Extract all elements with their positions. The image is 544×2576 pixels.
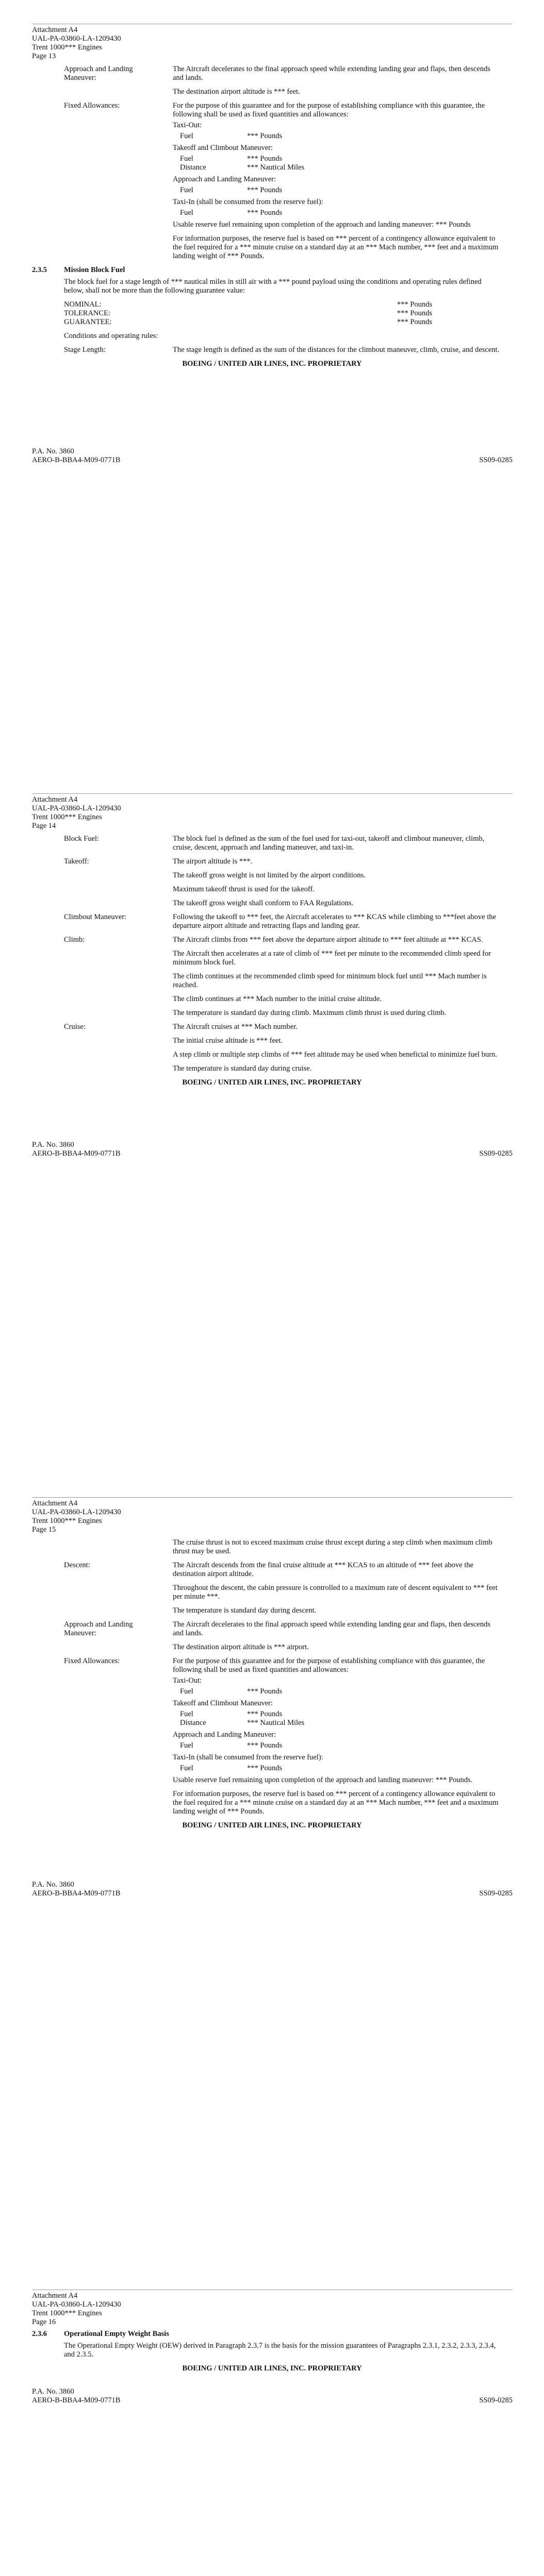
fuel-value: *** Pounds <box>247 155 283 163</box>
fuel-value: *** Pounds <box>247 1687 283 1696</box>
engines-label: Trent 1000*** Engines <box>32 1517 102 1525</box>
engines-label: Trent 1000*** Engines <box>32 43 102 52</box>
page-header <box>32 26 341 61</box>
approach-label: Approach and Landing Maneuver: <box>64 65 133 82</box>
reference-number: UAL-PA-03860-LA-1209430 <box>32 1508 121 1516</box>
section-title: Operational Empty Weight Basis <box>64 2330 169 2338</box>
reserve-info-text: For information purposes, the reserve fuel is based on *** percent of a contingency allowance equivalent to the fuel required for a *** minute cruise on a standard day at an *** Mach number, *** feet and a maximum landing weight of *** Pounds. <box>173 234 499 260</box>
descent-text-3: The temperature is standard day during descent. <box>173 1606 317 1615</box>
fuel-label: Fuel <box>180 1687 193 1696</box>
takeoff-label: Takeoff: <box>64 857 89 866</box>
cruise-label: Cruise: <box>64 1023 86 1031</box>
reference-number: UAL-PA-03860-LA-1209430 <box>32 35 121 43</box>
page-footer <box>32 1141 513 1158</box>
block-fuel-row <box>0 835 544 852</box>
climb-text-1: The Aircraft climbs from *** feet above the departure airport altitude to *** feet altitude at *** KCAS. <box>173 936 483 944</box>
page-header <box>32 2292 341 2327</box>
guarantee-table <box>64 300 544 327</box>
pa-number: P.A. No. 3860 <box>32 2387 74 2396</box>
proprietary-notice: BOEING / UNITED AIR LINES, INC. PROPRIETARY <box>182 360 362 368</box>
doc-id: AERO-B-BBA4-M09-0771B <box>32 1889 121 1897</box>
page-body <box>0 65 544 375</box>
nominal-value: *** Pounds <box>397 300 433 309</box>
block-fuel-text: The block fuel is defined as the sum of the fuel used for taxi-out, takeoff and climbout maneuver, climb, cruise, descent, approach and landing maneuver, and taxi-in. <box>173 835 485 852</box>
page-footer <box>32 447 513 465</box>
approach-text-1: The Aircraft decelerates to the final approach speed while extending landing gear and flaps, then descends and lands. <box>173 1620 491 1637</box>
fuel-label: Fuel <box>180 186 193 194</box>
guarantee-label: GUARANTEE: <box>64 318 112 326</box>
usable-reserve-text: Usable reserve fuel remaining upon completion of the approach and landing maneuver: *** Pounds. <box>173 1776 473 1784</box>
stage-length-row <box>0 346 544 354</box>
distance-value: *** Nautical Miles <box>247 163 305 172</box>
attachment-label: Attachment A4 <box>32 1499 78 1507</box>
climb-text-2: The Aircraft then accelerates at a rate of climb of *** feet per minute to the recommended climb speed for minimum block fuel. <box>173 950 491 967</box>
cruise-text-3: A step climb or multiple step climbs of *** feet altitude may be used when beneficial to minimize fuel burn. <box>173 1050 497 1059</box>
proprietary-notice: BOEING / UNITED AIR LINES, INC. PROPRIETARY <box>182 1078 362 1087</box>
stage-length-text: The stage length is defined as the sum of the distances for the climbout maneuver, climb, cruise, and descent. <box>173 346 500 354</box>
approach-text-2: The destination airport altitude is *** airport. <box>173 1643 309 1651</box>
cruise-row <box>0 1023 544 1073</box>
takeoff-row <box>0 857 544 908</box>
climb-label: Climb: <box>64 936 85 944</box>
fixed-intro: For the purpose of this guarantee and for the purpose of establishing compliance with this guarantee, the following shall be used as fixed quantities and allowances: <box>173 101 485 118</box>
approach-landing-title: Approach and Landing Maneuver: <box>173 175 276 183</box>
cruise-text-1: The Aircraft cruises at *** Mach number. <box>173 1023 298 1031</box>
cruise-continued-text: The cruise thrust is not to exceed maximum cruise thrust except during a step climb when maximum climb thrust may be used. <box>173 1538 492 1555</box>
proprietary-notice: BOEING / UNITED AIR LINES, INC. PROPRIETARY <box>182 1821 362 1829</box>
attachment-label: Attachment A4 <box>32 795 78 804</box>
reference-number: UAL-PA-03860-LA-1209430 <box>32 2300 121 2309</box>
doc-code: SS09-0285 <box>479 456 513 464</box>
attachment-label: Attachment A4 <box>32 2292 78 2300</box>
doc-id: AERO-B-BBA4-M09-0771B <box>32 1149 121 1158</box>
top-rule <box>32 793 513 794</box>
tolerance-value: *** Pounds <box>397 309 433 317</box>
fixed-allowances-label: Fixed Allowances: <box>64 1657 120 1665</box>
section-title: Mission Block Fuel <box>64 266 125 274</box>
climbout-row <box>0 913 544 930</box>
takeoff-climbout-title: Takeoff and Climbout Maneuver: <box>173 144 273 152</box>
fuel-label: Fuel <box>180 1764 193 1772</box>
fuel-value: *** Pounds <box>247 132 283 140</box>
engines-label: Trent 1000*** Engines <box>32 813 102 821</box>
takeoff-text-2: The takeoff gross weight is not limited by the airport conditions. <box>173 871 366 879</box>
distance-label: Distance <box>180 163 206 172</box>
reserve-info-text: For information purposes, the reserve fuel is based on *** percent of a contingency allowance equivalent to the fuel required for a *** minute cruise on a standard day at an *** Mach number, *** feet and a maximum landing weight of *** Pounds. <box>173 1790 499 1816</box>
guarantee-value: *** Pounds <box>397 318 433 326</box>
fuel-label: Fuel <box>180 1710 193 1718</box>
doc-id: AERO-B-BBA4-M09-0771B <box>32 456 121 464</box>
attachment-label: Attachment A4 <box>32 26 78 34</box>
takeoff-text-3: Maximum takeoff thrust is used for the takeoff. <box>173 885 315 893</box>
pa-number: P.A. No. 3860 <box>32 1141 74 1149</box>
section-heading <box>0 266 544 275</box>
approach-landing-title: Approach and Landing Maneuver: <box>173 1731 276 1739</box>
fuel-label: Fuel <box>180 209 193 217</box>
page-number: Page 13 <box>32 52 56 60</box>
taxi-out-title: Taxi-Out: <box>173 1676 202 1685</box>
fixed-allowances-label: Fixed Allowances: <box>64 101 120 110</box>
fuel-label: Fuel <box>180 155 193 163</box>
descent-text-2: Throughout the descent, the cabin pressure is controlled to a maximum rate of descent equivalent to *** feet per minute ***. <box>173 1584 498 1601</box>
climb-text-4: The climb continues at *** Mach number to the initial cruise altitude. <box>173 995 382 1003</box>
page-header <box>32 795 341 831</box>
page-number: Page 15 <box>32 1526 56 1534</box>
section-number: 2.3.6 <box>32 2330 47 2338</box>
climbout-text: Following the takeoff to *** feet, the Aircraft accelerates to *** KCAS while climbing to ***feet above the departure airport altitude and retracting flaps and landing gear. <box>173 913 497 930</box>
top-rule <box>32 1497 513 1498</box>
distance-value: *** Nautical Miles <box>247 1719 305 1727</box>
fuel-value: *** Pounds <box>247 1764 283 1772</box>
usable-reserve-text: Usable reserve fuel remaining upon completion of the approach and landing maneuver: *** Pounds <box>173 221 471 229</box>
section-number: 2.3.5 <box>32 266 47 274</box>
takeoff-climbout-title: Takeoff and Climbout Maneuver: <box>173 1699 273 1707</box>
oew-basis-text: The Operational Empty Weight (OEW) derived in Paragraph 2.3.7 is the basis for the mission guarantees of Paragraphs 2.3.1, 2.3.2, 2.3.3, 2.3.4, and 2.3.5. <box>64 2342 496 2359</box>
page-body <box>0 835 544 1093</box>
approach-text-2: The destination airport altitude is *** feet. <box>173 88 300 96</box>
cruise-text-4: The temperature is standard day during cruise. <box>173 1064 312 1073</box>
tolerance-label: TOLERANCE: <box>64 309 110 317</box>
pa-number: P.A. No. 3860 <box>32 1880 74 1889</box>
doc-code: SS09-0285 <box>479 1889 513 1897</box>
approach-row <box>0 1620 544 1652</box>
block-fuel-intro: The block fuel for a stage length of *** nautical miles in still air with a *** pound payload using the conditions and operating rules defined below, shall not be more than the following guarantee value: <box>64 278 482 295</box>
taxi-out-title: Taxi-Out: <box>173 121 202 129</box>
climb-text-5: The temperature is standard day during climb. Maximum climb thrust is used during climb. <box>173 1009 447 1017</box>
descent-row <box>0 1561 544 1615</box>
approach-label: Approach and Landing Maneuver: <box>64 1620 133 1637</box>
pa-number: P.A. No. 3860 <box>32 447 74 455</box>
proprietary-notice: BOEING / UNITED AIR LINES, INC. PROPRIETARY <box>182 2364 362 2372</box>
page-number: Page 16 <box>32 2318 56 2326</box>
cruise-continued-row <box>0 1538 544 1556</box>
descent-text-1: The Aircraft descends from the final cruise altitude at *** KCAS to an altitude of *** feet above the destination airport altitude. <box>173 1561 474 1578</box>
climbout-label: Climbout Maneuver: <box>64 913 127 921</box>
page-footer <box>32 2387 513 2405</box>
reference-number: UAL-PA-03860-LA-1209430 <box>32 804 121 812</box>
climb-text-3: The climb continues at the recommended climb speed for minimum block fuel until *** Mach number is reached. <box>173 972 487 989</box>
stage-length-label: Stage Length: <box>64 346 106 354</box>
conditions-label: Conditions and operating rules: <box>64 332 158 340</box>
climb-row <box>0 936 544 1018</box>
approach-row <box>0 65 544 96</box>
section-heading <box>0 2330 544 2338</box>
distance-label: Distance <box>180 1719 206 1727</box>
page-body <box>0 2330 544 2379</box>
fuel-label: Fuel <box>180 1741 193 1750</box>
fuel-value: *** Pounds <box>247 186 283 194</box>
fuel-value: *** Pounds <box>247 1741 283 1750</box>
page-number: Page 14 <box>32 822 56 830</box>
taxi-in-title: Taxi-In (shall be consumed from the reserve fuel): <box>173 198 323 206</box>
page-body <box>0 1538 544 1836</box>
fixed-intro: For the purpose of this guarantee and for the purpose of establishing compliance with this guarantee, the following shall be used as fixed quantities and allowances: <box>173 1657 485 1674</box>
taxi-in-title: Taxi-In (shall be consumed from the reserve fuel): <box>173 1753 323 1761</box>
nominal-label: NOMINAL: <box>64 300 102 309</box>
doc-code: SS09-0285 <box>479 2396 513 2404</box>
doc-code: SS09-0285 <box>479 1149 513 1158</box>
takeoff-text-4: The takeoff gross weight shall conform to FAA Regulations. <box>173 899 354 907</box>
takeoff-text-1: The airport altitude is ***. <box>173 857 253 866</box>
block-fuel-label: Block Fuel: <box>64 835 100 843</box>
page-header <box>32 1499 341 1534</box>
descent-label: Descent: <box>64 1561 90 1569</box>
fixed-allowances-row <box>0 1657 544 1816</box>
engines-label: Trent 1000*** Engines <box>32 2309 102 2317</box>
fuel-value: *** Pounds <box>247 1710 283 1718</box>
approach-text-1: The Aircraft decelerates to the final approach speed while extending landing gear and flaps, then descends and lands. <box>173 65 491 82</box>
fixed-allowances-row <box>0 101 544 261</box>
page-footer <box>32 1880 513 1898</box>
doc-id: AERO-B-BBA4-M09-0771B <box>32 2396 121 2404</box>
fuel-value: *** Pounds <box>247 209 283 217</box>
fuel-label: Fuel <box>180 132 193 140</box>
cruise-text-2: The initial cruise altitude is *** feet. <box>173 1037 283 1045</box>
